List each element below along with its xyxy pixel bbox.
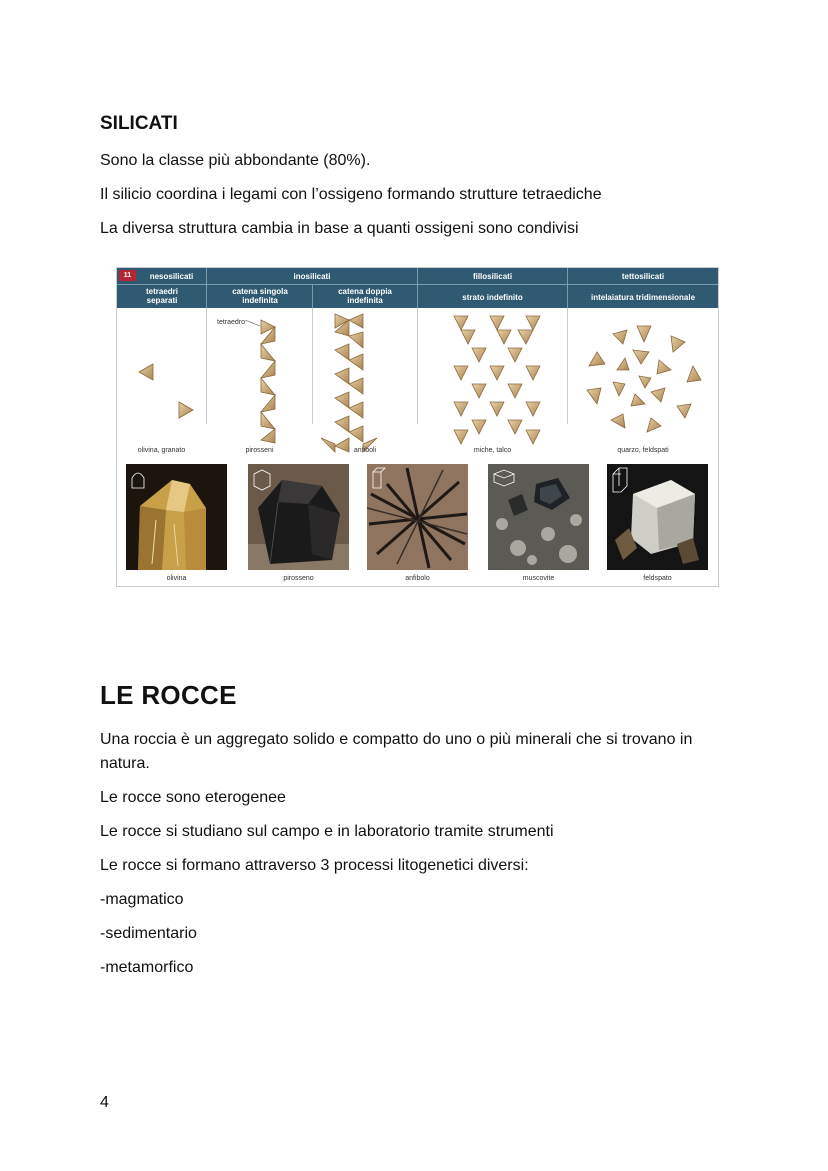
rocce-line-1: Una roccia è un aggregato solido e compatto do uno o più minerali che si trovano in natura.	[100, 731, 693, 772]
sub-tetraedri-separati: tetraedri separati	[145, 287, 178, 305]
photo-pirosseno	[248, 464, 349, 570]
nesosilicate-tetrahedra	[139, 364, 193, 418]
tetra-label-leader	[245, 320, 260, 326]
caption-anfiboli: anfiboli	[353, 447, 377, 454]
figure-number-badge: 11	[119, 270, 136, 281]
group-tettosilicati: tettosilicati	[621, 272, 665, 281]
photo-caption-pirosseno: pirosseno	[283, 575, 314, 582]
rocce-line-3: Le rocce si studiano sul campo e in laboratorio tramite strumenti	[100, 823, 554, 840]
rocce-process-magmatico: -magmatico	[100, 891, 184, 908]
sub-catena-singola: catena singola indefinita	[232, 287, 288, 305]
rocce-line-2: Le rocce sono eterogenee	[100, 789, 286, 806]
photo-anfibolo	[367, 464, 468, 570]
figure-header	[117, 268, 718, 308]
section-heading-silicati: SILICATI	[100, 113, 178, 134]
photo-muscovite	[488, 464, 589, 570]
photo-feldspato	[607, 464, 708, 570]
group-fillosilicati: fillosilicati	[472, 272, 513, 281]
silicate-structure-diagrams	[117, 308, 718, 458]
photo-caption-anfibolo: anfibolo	[405, 575, 430, 582]
double-chain-tetrahedra	[321, 314, 377, 452]
photo-olivina	[126, 464, 227, 570]
tetraedro-label: tetraedro	[217, 319, 246, 326]
rocce-process-metamorfico: -metamorfico	[100, 959, 194, 976]
photo-caption-muscovite: muscovite	[522, 575, 555, 582]
sub-catena-doppia: catena doppia indefinita	[338, 287, 392, 305]
rocce-process-sedimentario: -sedimentario	[100, 925, 197, 942]
caption-olivina-granato: olivina, granato	[137, 447, 186, 454]
photo-caption-olivina: olivina	[166, 575, 187, 582]
silicate-structures-figure	[116, 267, 719, 587]
group-nesosilicati: nesosilicati	[149, 272, 194, 281]
sub-strato-indefinito: strato indefinito	[462, 293, 523, 302]
rocce-line-4: Le rocce si formano attraverso 3 processi litogenetici diversi:	[100, 857, 529, 874]
silicati-line-3: La diversa struttura cambia in base a quanti ossigeni sono condivisi	[100, 220, 579, 237]
section-heading-rocce: LE ROCCE	[100, 680, 237, 710]
silicati-line-2: Il silicio coordina i legami con l’ossigeno formando strutture tetraediche	[100, 186, 602, 203]
silicati-line-1: Sono la classe più abbondante (80%).	[100, 152, 371, 169]
caption-pirosseni: pirosseni	[245, 447, 274, 454]
sub-intelaiatura: intelaiatura tridimensionale	[590, 293, 696, 302]
framework-tetrahedra	[587, 326, 701, 432]
caption-miche-talco: miche, talco	[473, 447, 512, 454]
sheet-tetrahedra	[454, 316, 540, 444]
group-inosilicati: inosilicati	[293, 272, 331, 281]
page-number: 4	[100, 1094, 109, 1111]
photo-caption-feldspato: feldspato	[643, 575, 672, 582]
caption-quarzo-feldspati: quarzo, feldspati	[617, 447, 669, 454]
single-chain-tetrahedra	[261, 320, 275, 443]
